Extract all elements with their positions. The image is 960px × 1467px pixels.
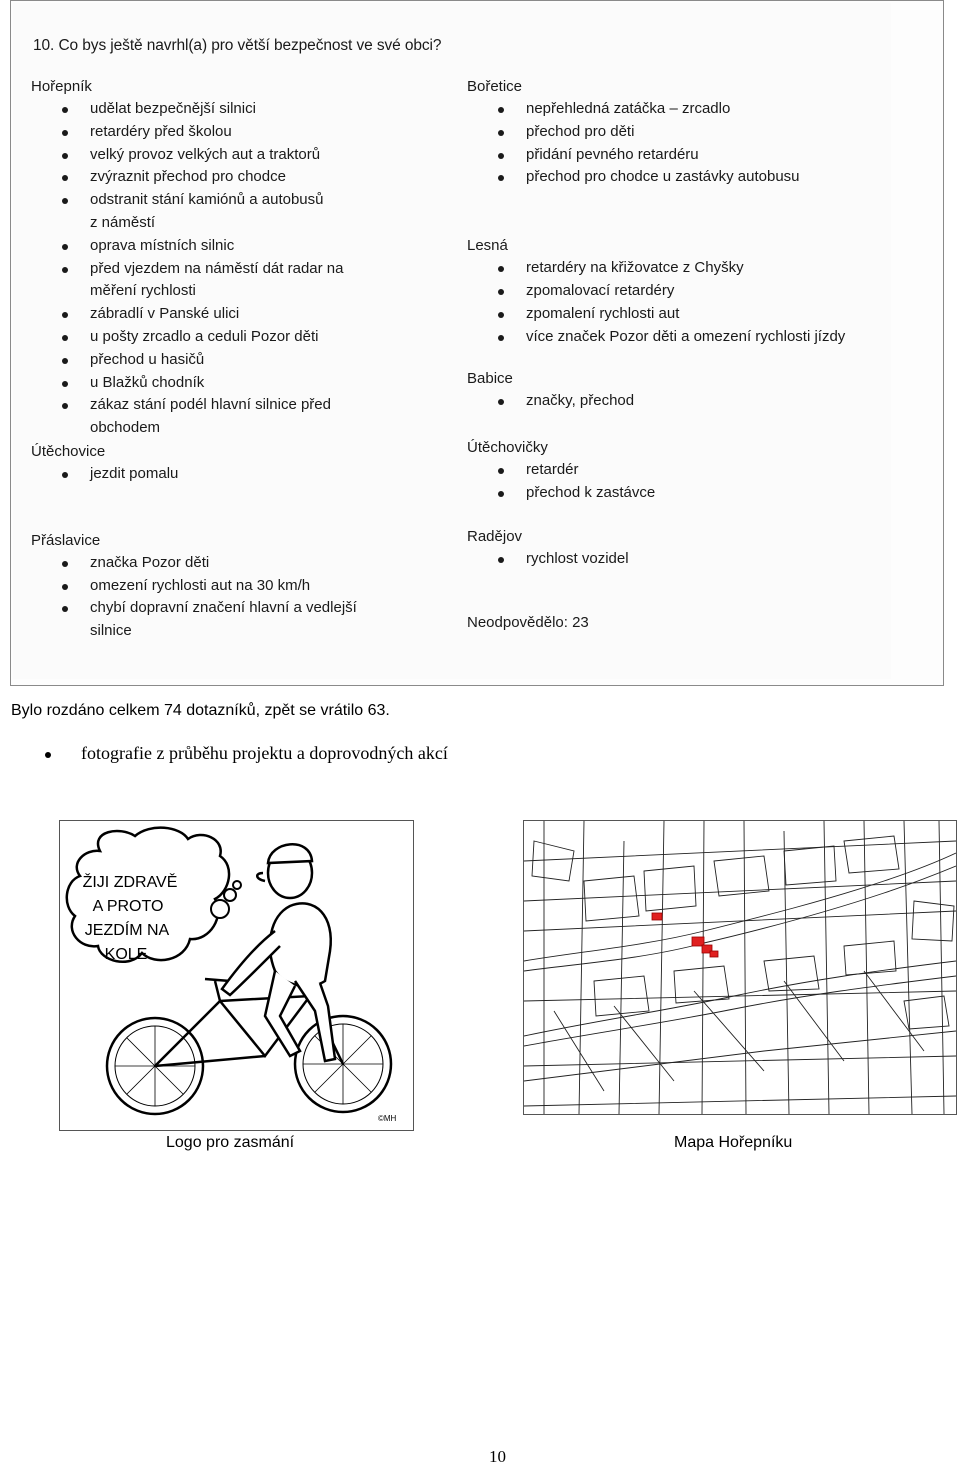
- list-item: zábradlí v Panské ulici: [31, 303, 451, 326]
- logo-signature: ©MH: [378, 1114, 397, 1123]
- list-item: značky, přechod: [467, 390, 907, 413]
- group-title: Přáslavice: [31, 531, 101, 549]
- bubble-text-line: A PROTO: [92, 898, 164, 915]
- group-title: Útěchovičky: [467, 439, 548, 457]
- group-babice: [467, 367, 907, 413]
- cyclist-logo-image: [59, 820, 414, 1131]
- no-response-count: Neodpovědělo: 23: [467, 613, 589, 631]
- item-continuation: obchodem: [90, 419, 161, 437]
- survey-left-column: [31, 75, 451, 643]
- bubble-text-line: KOLE: [104, 946, 148, 963]
- thought-dot: [224, 889, 236, 901]
- page-number: 10: [489, 1447, 506, 1466]
- survey-right-column: [467, 75, 907, 631]
- list-item: zpomalovací retardéry: [467, 280, 907, 303]
- questionnaire-summary: Bylo rozdáno celkem 74 dotazníků, zpět se vrátilo 63.: [11, 702, 390, 719]
- bubble-text-line: JEZDÍM NA: [84, 922, 170, 939]
- item-text: zákaz stání podél hlavní silnice před: [90, 396, 331, 414]
- list-item: rychlost vozidel: [467, 548, 907, 571]
- group-title: Hořepník: [31, 78, 92, 95]
- rider: [222, 844, 335, 1061]
- item-text: chybí dopravní značení hlavní a vedlejší: [90, 599, 357, 617]
- bubble-text-line: ŽIJI ZDRAVĚ: [82, 874, 178, 891]
- list-item: retardér: [467, 459, 907, 482]
- group-praslavice: [31, 529, 451, 643]
- bullet-dot: [45, 752, 51, 758]
- group-lesna: [467, 234, 907, 348]
- list-item: zpomalení rychlosti aut: [467, 303, 907, 326]
- group-title: Útěchovice: [31, 442, 106, 460]
- list-item: nepřehledná zatáčka – zrcadlo: [467, 98, 907, 121]
- list-item: jezdit pomalu: [31, 463, 451, 486]
- survey-scan: [10, 0, 944, 686]
- list-item: [31, 258, 451, 304]
- group-horepnik: [31, 75, 451, 440]
- logo-caption: Logo pro zasmání: [166, 1134, 295, 1151]
- bicycle: [107, 971, 391, 1114]
- list-item: retardéry na křižovatce z Chyšky: [467, 257, 907, 280]
- cyclist-drawing: [60, 821, 413, 1130]
- item-continuation: silnice: [90, 622, 132, 640]
- group-utechovice: [31, 440, 451, 486]
- list-item: [31, 597, 451, 643]
- list-item: přidání pevného retardéru: [467, 144, 907, 167]
- item-continuation: z náměstí: [90, 213, 156, 231]
- list-item: oprava místních silnic: [31, 235, 451, 258]
- list-item: přechod pro chodce u zastávky autobusu: [467, 166, 907, 189]
- group-radejov: [467, 525, 907, 571]
- list-item: značka Pozor děti: [31, 552, 451, 575]
- map-caption: Mapa Hořepníku: [674, 1134, 793, 1151]
- list-item: velký provoz velkých aut a traktorů: [31, 144, 451, 167]
- item-text: odstranit stání kamiónů a autobusů: [90, 191, 324, 209]
- list-item: [31, 189, 451, 235]
- group-title: Lesná: [467, 237, 508, 255]
- group-utechovicky: [467, 436, 907, 505]
- list-item: zvýraznit přechod pro chodce: [31, 166, 451, 189]
- list-item: [31, 394, 451, 440]
- group-boretice: [467, 75, 907, 189]
- list-item: přechod u hasičů: [31, 349, 451, 372]
- group-title: Bořetice: [467, 78, 523, 95]
- item-text: před vjezdem na náměstí dát radar na: [90, 259, 344, 277]
- group-title: Babice: [467, 370, 513, 388]
- group-title: Radějov: [467, 527, 523, 545]
- item-continuation: měření rychlosti: [90, 282, 196, 300]
- thought-bubble: [67, 828, 229, 962]
- thought-dot: [233, 881, 241, 889]
- cadastral-map: [524, 821, 956, 1114]
- list-item: více značek Pozor děti a omezení rychlosti jízdy: [467, 326, 907, 349]
- list-item: u Blažků chodník: [31, 372, 451, 395]
- list-item: udělat bezpečnější silnici: [31, 98, 451, 121]
- survey-question: 10. Co bys ještě navrhl(a) pro větší bezpečnost ve své obci?: [33, 37, 442, 54]
- list-item: omezení rychlosti aut na 30 km/h: [31, 575, 451, 598]
- survey-scan-paper: [13, 3, 891, 679]
- list-item: retardéry před školou: [31, 121, 451, 144]
- photos-bullet-text: fotografie z průběhu projektu a doprovodných akcí: [81, 743, 448, 763]
- thought-dot: [211, 900, 229, 918]
- horepnik-map-image: [523, 820, 957, 1115]
- list-item: u pošty zrcadlo a ceduli Pozor děti: [31, 326, 451, 349]
- map-parcels: [524, 821, 956, 1114]
- list-item: přechod k zastávce: [467, 482, 907, 505]
- list-item: přechod pro děti: [467, 121, 907, 144]
